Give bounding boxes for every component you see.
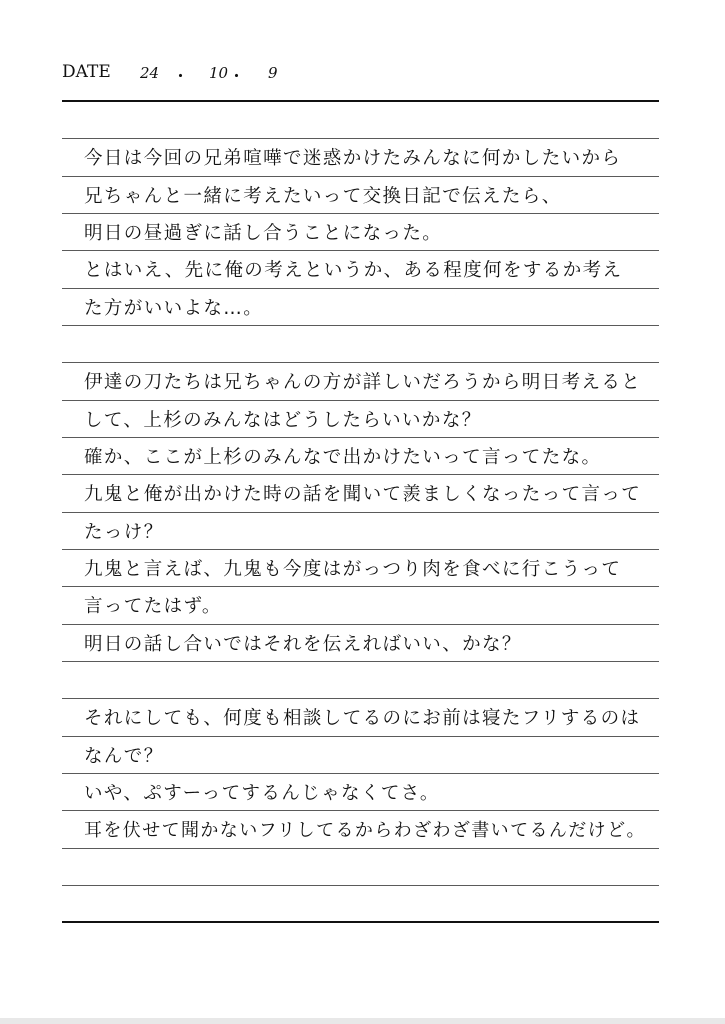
date-separator-1: ・ — [172, 67, 189, 87]
diary-line-1 — [84, 108, 654, 136]
diary-line-10: 確か、ここが上杉のみんなで出かけたいって言ってたな。 — [84, 447, 602, 468]
diary-line-13: 九鬼と言えば、九鬼も今度はがっつり肉を食べに行こうって — [84, 559, 622, 580]
diary-line-20: 耳を伏せて聞かないフリしてるからわざわざ書いてるんだけど。 — [84, 820, 646, 841]
diary-line-18: なんで？ — [84, 746, 164, 767]
diary-line-3: 兄ちゃんと一緒に考えたいって交換日記で伝えたら、 — [84, 186, 562, 207]
diary-line-9: して、上杉のみんなはどうしたらいいかな？ — [84, 410, 482, 431]
header-rule — [62, 100, 659, 102]
diary-line-17: それにしても、何度も相談してるのにお前は寝たフリするのは — [84, 708, 641, 729]
ruled-line — [62, 624, 659, 625]
ruled-line — [62, 325, 659, 326]
ruled-line — [62, 213, 659, 214]
ruled-line — [62, 400, 659, 401]
ruled-line — [62, 736, 659, 737]
diary-line-21 — [84, 855, 654, 883]
diary-line-4: 明日の昼過ぎに話し合うことになった。 — [84, 223, 443, 244]
ruled-line — [62, 362, 659, 363]
diary-line-6: た方がいいよな…。 — [84, 298, 264, 319]
ruled-line — [62, 773, 659, 774]
date-year: 24 — [140, 64, 160, 82]
date-day: 9 — [268, 64, 278, 82]
ruled-line — [62, 661, 659, 662]
ruled-line — [62, 176, 659, 177]
diary-line-11: 九鬼と俺が出かけた時の話を聞いて羨ましくなったって言って — [84, 484, 642, 505]
date-header — [62, 62, 662, 90]
ruled-line — [62, 250, 659, 251]
diary-line-12: たっけ？ — [84, 522, 164, 543]
date-separator-2: ・ — [228, 67, 245, 87]
diary-line-19: いや、ぷすーってするんじゃなくてさ。 — [84, 783, 440, 804]
ruled-line — [62, 885, 659, 886]
diary-line-16 — [84, 668, 654, 696]
date-month: 10 — [209, 64, 229, 82]
diary-line-14: 言ってたはず。 — [84, 596, 222, 617]
ruled-line — [62, 138, 659, 139]
ruled-line — [62, 474, 659, 475]
footer-rule — [62, 921, 659, 923]
diary-line-5: とはいえ、先に俺の考えというか、ある程度何をするか考え — [84, 260, 623, 281]
ruled-line — [62, 437, 659, 438]
ruled-line — [62, 288, 659, 289]
ruled-line — [62, 810, 659, 811]
diary-line-8: 伊達の刀たちは兄ちゃんの方が詳しいだろうから明日考えると — [84, 372, 642, 393]
ruled-line — [62, 586, 659, 587]
ruled-line — [62, 549, 659, 550]
ruled-line — [62, 512, 659, 513]
diary-line-15: 明日の話し合いではそれを伝えればいい、かな？ — [84, 634, 522, 655]
ruled-line — [62, 698, 659, 699]
diary-line-7 — [84, 332, 654, 360]
page-bottom-edge — [0, 1018, 725, 1024]
date-label: DATE — [62, 62, 111, 82]
ruled-line — [62, 848, 659, 849]
diary-line-2: 今日は今回の兄弟喧嘩で迷惑かけたみんなに何かしたいから — [84, 148, 622, 169]
